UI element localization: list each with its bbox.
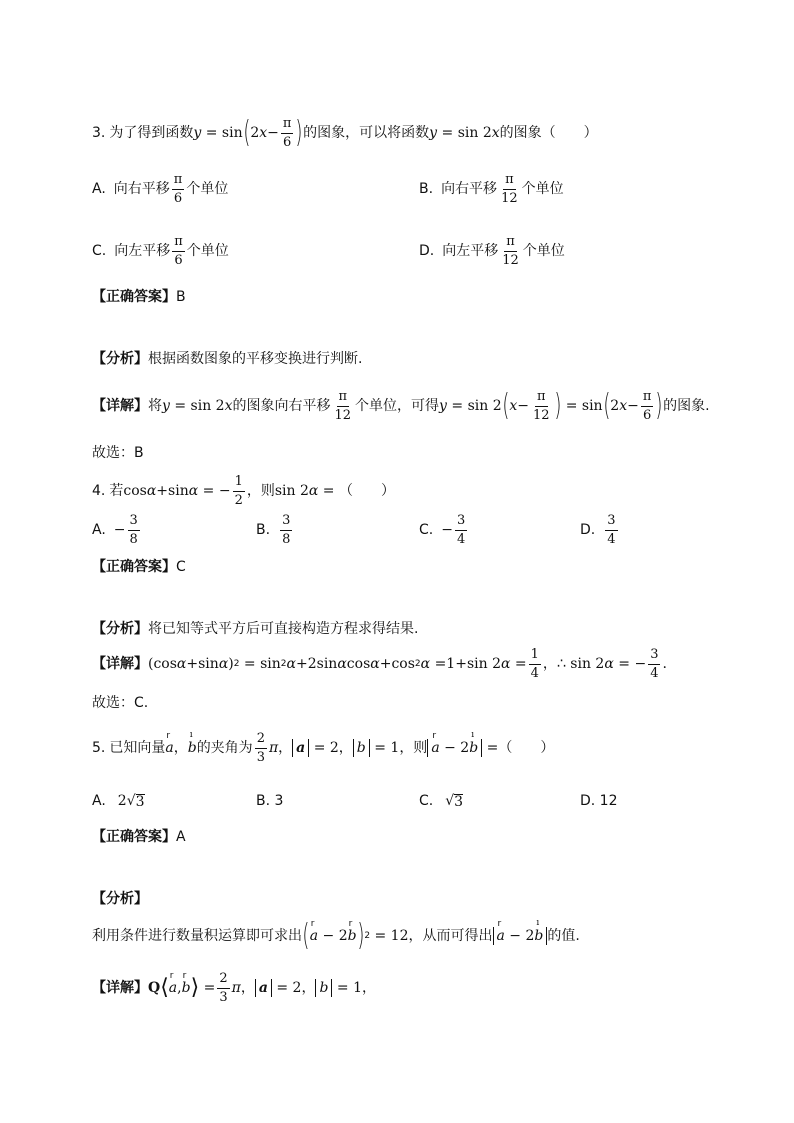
q3-choose: 故选：B (92, 445, 144, 461)
q5-analysis-head: 【分析】 (92, 891, 148, 907)
q5-analysis: 利用条件进行数量积运算即可求出 ( r a − 2 r b ) 2 = 12 ，从而可得出 r a − 2ı b 的值. (92, 918, 580, 954)
q3-option-c: C. 向左平移 $\frac{\pi}{6}$ 个单位 (92, 233, 229, 268)
q5-option-d: D. 12 (580, 793, 618, 809)
q3-stem-a: 为了得到函数 (109, 125, 194, 141)
q4-choose: 故选：C. (92, 695, 149, 711)
q4-analysis: 【分析】 将已知等式平方后可直接构造方程求得结果. (92, 621, 419, 637)
q4-option-d: D. $\frac{3}{4}$ (580, 512, 616, 547)
q4-option-b: B. $\frac{3}{8}$ (256, 512, 291, 547)
q3-option-b: B. 向右平移 $\frac{\pi}{12}$ 个单位 (419, 171, 564, 206)
q5-answer: 【正确答案】 A (92, 829, 186, 845)
q3-option-d: D. 向左平移 $\frac{\pi}{12}$ 个单位 (419, 233, 565, 268)
q5-option-b: B. 3 (256, 793, 284, 809)
q3-analysis: 【分析】 根据函数图象的平移变换进行判断. (92, 351, 363, 367)
q4-option-a: A. − $\frac{3}{8}$ (92, 512, 138, 547)
q5-option-a: A. 2 √ 3 (92, 793, 145, 810)
q3-stem-c: 的图象（ ） (499, 125, 598, 141)
q4-answer: 【正确答案】 C (92, 559, 186, 575)
q4-detail: 【详解】 (cos α +sin α ) 2 = sin 2 α +2sin α cos α +cos 2 α =1+sin 2 α = $\frac{1}{4}$ ， ∴ sin 2 α = − $\frac{3}{4}$ . (92, 646, 667, 681)
q3-number: 3. (92, 125, 106, 141)
q3-stem: 3. 为了得到函数 y = sin ( 2 x − $\frac{\pi}{6}$ ) 的图象，可以将函数 y = sin 2 x 的图象（ ） (92, 115, 598, 150)
q5-detail: 【详解】 Q ⟨ r a , r b ⟩ = $\frac{2}{3}$ π ， a = 2， b = 1， (92, 968, 376, 1008)
q5-stem: 5. 已知向量 r a ， ı b 的夹角为 $\frac{2}{3}$ π ， a = 2 ， b = 1 ，则 r a − 2ı b = （ ） (92, 728, 554, 768)
q4-option-c: C. − $\frac{3}{4}$ (419, 512, 466, 547)
q4-stem: 4. 若 cos α +sin α = − $\frac{1}{2}$ ，则 sin 2 α = （ ） (92, 473, 395, 508)
q3-detail: 【详解】 将 y = sin 2 x 的图象向右平移 $\frac{\pi}{12}$ 个单位，可得 y = sin 2 ( x − $\frac{\pi}{12}$ ) = sin ( 2 x − $\frac{\pi}{6}$ ) 的图象. (92, 388, 710, 423)
q3-stem-b: 的图象，可以将函数 (303, 125, 430, 141)
q3-option-a: A. 向右平移 $\frac{\pi}{6}$ 个单位 (92, 171, 229, 206)
q5-option-c: C. √ 3 (419, 793, 464, 810)
q3-answer: 【正确答案】 B (92, 289, 186, 305)
